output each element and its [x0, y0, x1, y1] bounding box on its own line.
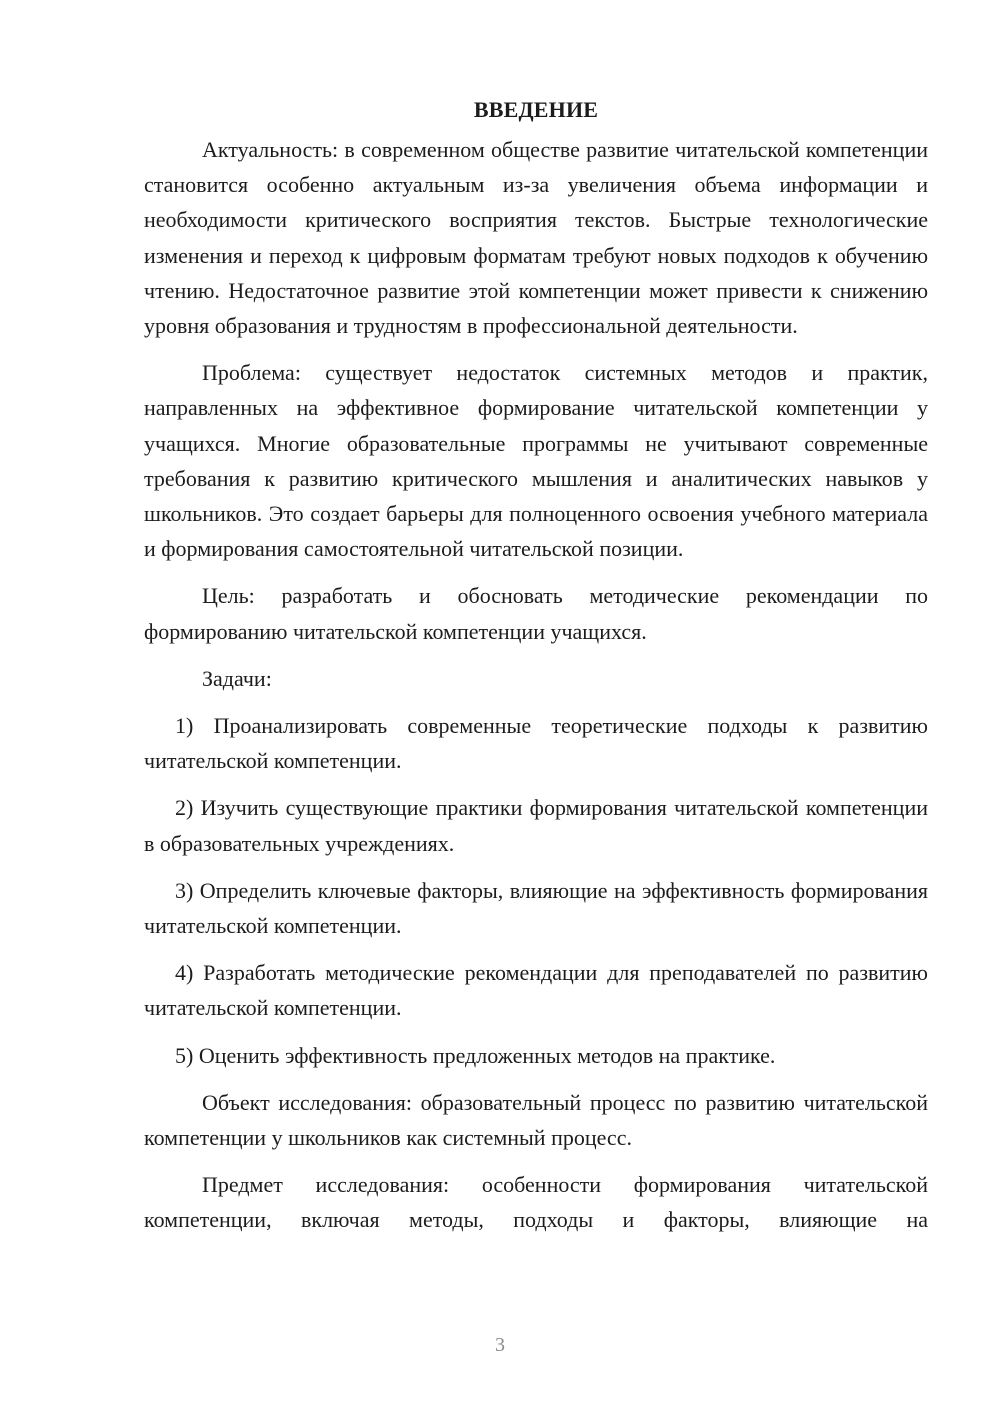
paragraph-object: Объект исследования: образовательный процесс по развитию читательской компетенции у школьников как системный процесс.: [144, 1089, 928, 1151]
task-item: 1) Проанализировать современные теоретические подходы к развитию читательской компетенции.: [144, 713, 928, 774]
paragraph-problem: Проблема: существует недостаток системных методов и практик, направленных на эффективное формирование читательской компетенции у учащихся. Многие образовательные программы не учитывают современные требования к развитию критического мышления и аналитических навыков у школьников. Это создает барьеры для полноценного освоения учебного материала и формирования самостоятельной читательской позиции.: [144, 360, 928, 562]
page-number: 3: [495, 1334, 505, 1356]
task-item: 5) Оценить эффективность предложенных методов на практике.: [175, 1042, 776, 1068]
task-item: 2) Изучить существующие практики формирования читательской компетенции в образовательных учреждениях.: [144, 795, 928, 856]
paragraph-goal: Цель: разработать и обосновать методические рекомендации по формированию читательской компетенции учащихся.: [144, 583, 928, 644]
task-item: 3) Определить ключевые факторы, влияющие на эффективность формирования читательской компетенции.: [144, 877, 928, 939]
paragraph-tasks-heading: Задачи:: [202, 665, 272, 691]
paragraph-subject: Предмет исследования: особенности формирования читательской компетенции, включая методы, подходы и факторы, влияющие на: [144, 1172, 928, 1233]
page-content: [144, 92, 928, 1238]
paragraph-relevance: Актуальность: в современном обществе развитие читательской компетенции становится особенно актуальным из-за увеличения объема информации и необходимости критического восприятия текстов. Быстрые технологические изменения и переход к цифровым форматам требуют новых подходов к обучению чтению. Недостаточное развитие этой компетенции может привести к снижению уровня образования и трудностям в профессиональной деятельности.: [144, 137, 928, 339]
section-title: ВВЕДЕНИЕ: [473, 97, 599, 122]
task-item: 4) Разработать методические рекомендации для преподавателей по развитию читательской компетенции.: [144, 960, 928, 1021]
